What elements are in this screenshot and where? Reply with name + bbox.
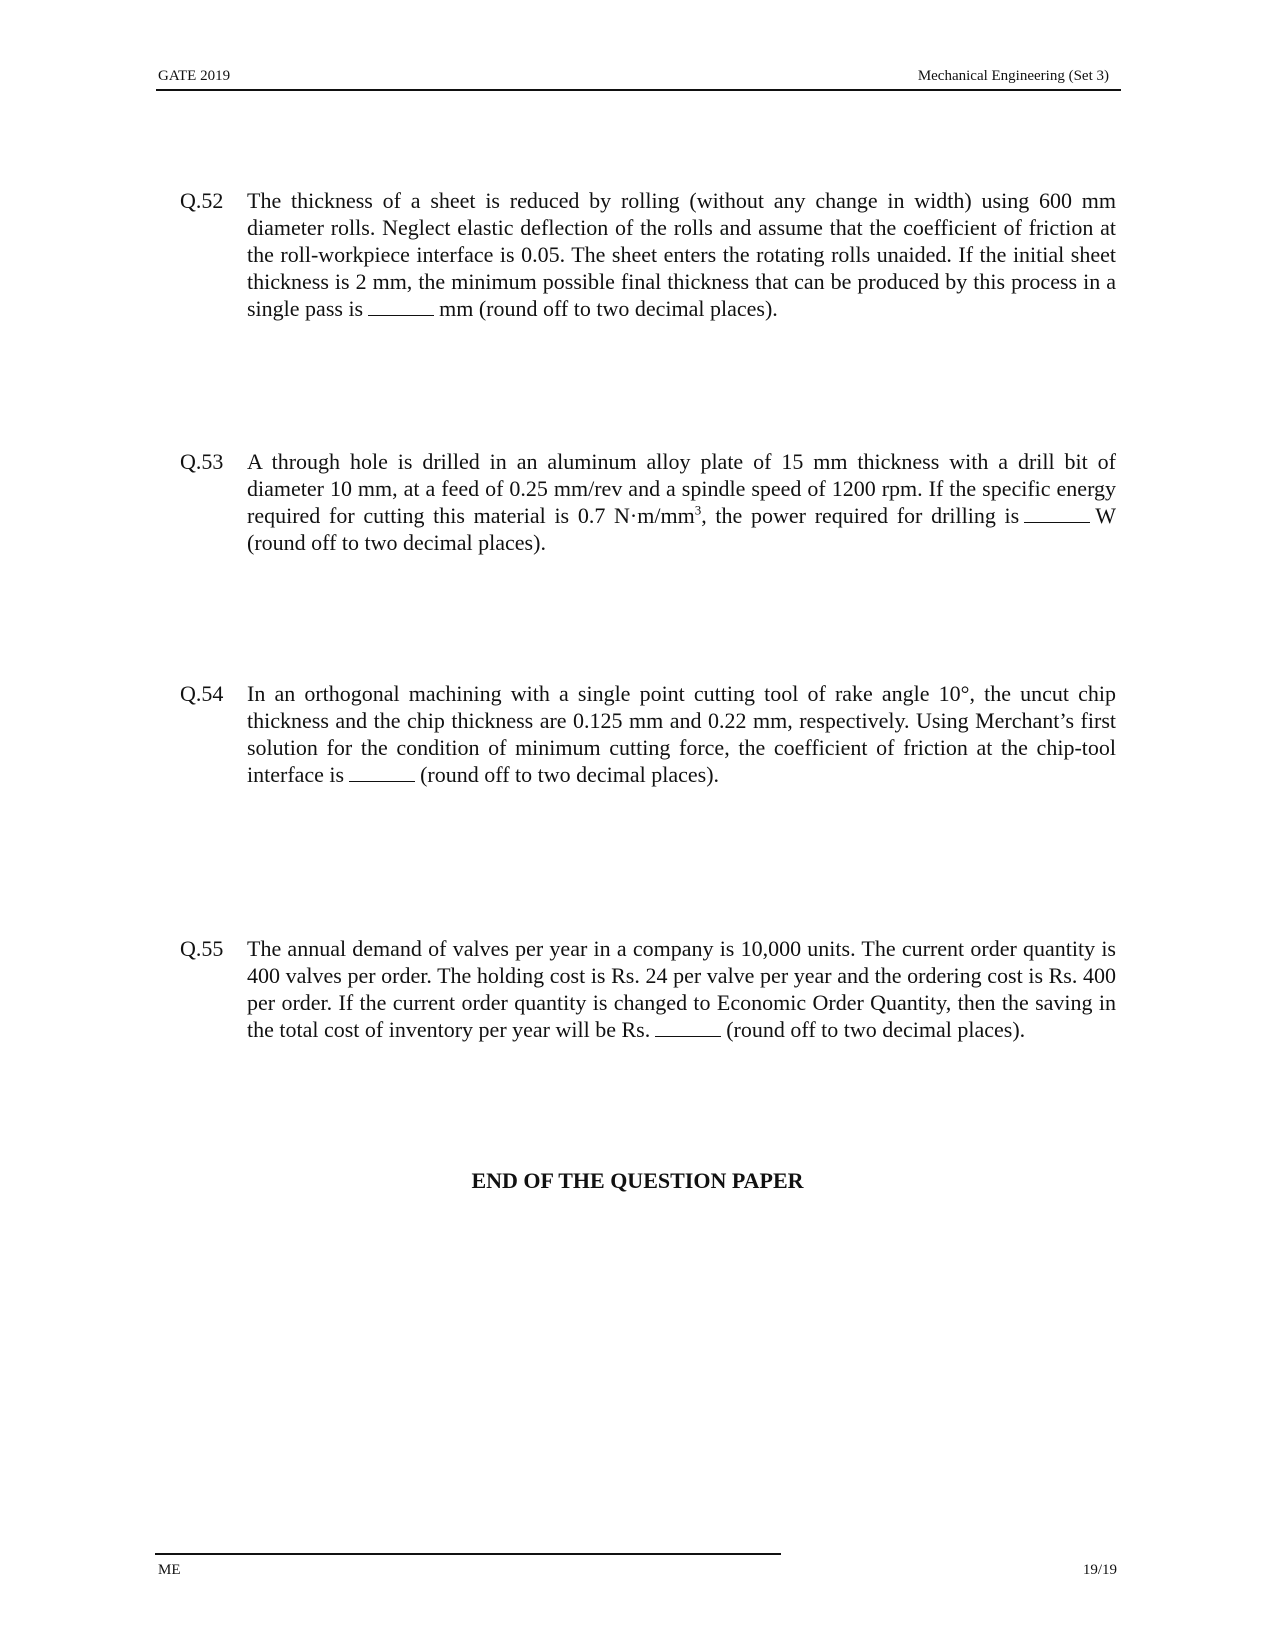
header-divider: [156, 89, 1121, 91]
question-text-part: The annual demand of valves per year in a company is 10,000 units. The current order quantity is 400 valves per order. The holding cost is Rs. 24 per valve per year and the ordering cost is Rs. 400 per order. If the current order quantity is changed to Economic Order Quantity, then the saving in the total cost of inventory per year will be Rs.: [247, 936, 1116, 1042]
superscript: 3: [694, 502, 702, 518]
footer-page-number: 19/19: [1082, 1562, 1117, 1578]
question-number: Q.52: [180, 188, 224, 213]
question-text-part: (round off to two decimal places).: [420, 762, 720, 787]
answer-blank: [368, 298, 434, 316]
question-text-part: In an orthogonal machining with a single point cutting tool of rake angle 10°, the uncut chip thickness and the chip thickness are 0.125 mm and 0.22 mm, respectively. Using Merchant’s first solution for the condition of minimum cutting force, the coefficient of friction at the chip-tool interface is: [247, 681, 1116, 787]
answer-blank: [1024, 505, 1090, 523]
question-text: [247, 935, 1116, 1043]
question-text-part: (round off to two decimal places).: [726, 1017, 1026, 1042]
question-number: Q.54: [180, 681, 224, 706]
question-text: [247, 187, 1116, 322]
footer-subject-code: ME: [158, 1562, 181, 1578]
question-text: [247, 448, 1116, 556]
header-exam-name: GATE 2019: [158, 68, 231, 84]
question-text-part: The thickness of a sheet is reduced by rolling (without any change in width) using 600 mm diameter rolls. Neglect elastic deflection of the rolls and assume that the coefficient of friction at the roll-workpiece interface is 0.05. The sheet enters the rotating rolls unaided. If the initial sheet thickness is 2 mm, the minimum possible final thickness that can be produced by this process in a single pass is: [247, 188, 1116, 321]
question-text-part: mm (round off to two decimal places).: [439, 296, 778, 321]
question-53: [180, 448, 1116, 556]
footer-divider: [155, 1553, 781, 1555]
question-number: Q.55: [180, 936, 224, 961]
question-text-part: , the power required for drilling is: [701, 503, 1020, 528]
answer-blank: [349, 764, 415, 782]
question-54: [180, 680, 1116, 788]
question-52: [180, 187, 1116, 322]
question-text-part: A through hole is drilled in an aluminum alloy plate of 15 mm thickness with a drill bit of diameter 10 mm, at a feed of 0.25 mm/rev and a spindle speed of 1200 rpm. If the specific energy required for cutting this material is 0.7 N·m/mm: [247, 449, 1116, 528]
question-55: [180, 935, 1116, 1043]
answer-blank: [655, 1019, 721, 1037]
end-of-paper-heading: END OF THE QUESTION PAPER: [471, 1168, 804, 1193]
question-text-part: W (round off to two decimal places).: [247, 503, 1116, 555]
question-text: [247, 680, 1116, 788]
header-paper-title: Mechanical Engineering (Set 3): [917, 68, 1109, 84]
question-number: Q.53: [180, 449, 224, 474]
